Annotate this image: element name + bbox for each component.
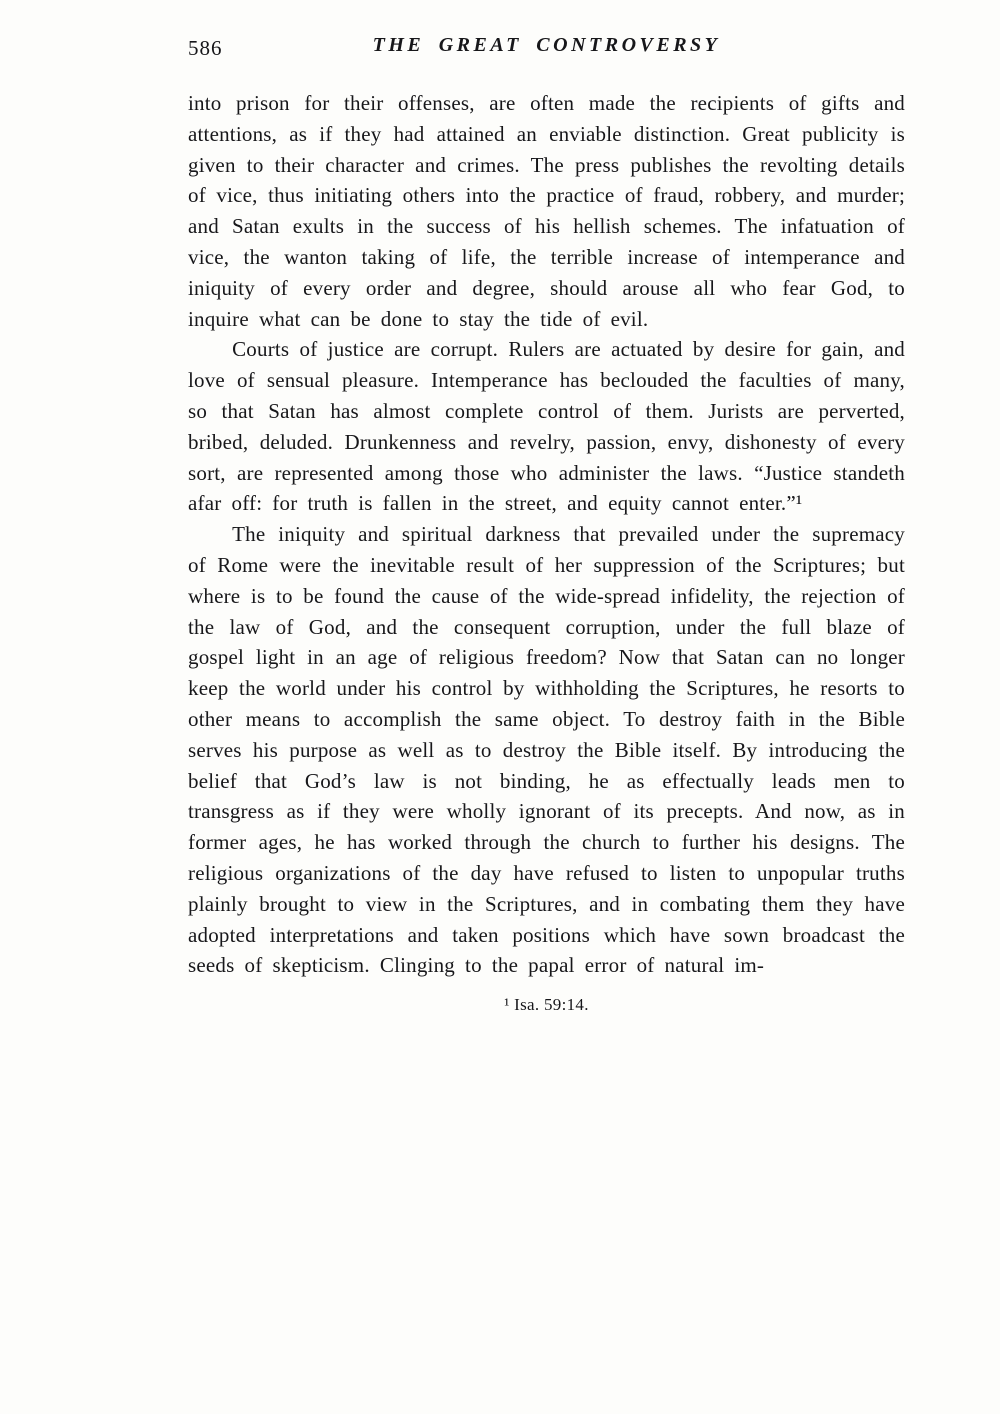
running-head [188,34,905,64]
paragraph: Courts of justice are corrupt. Rulers are actuated by desire for gain, and love of sensual pleasure. Intemperance has beclouded the faculties of many, so that Satan has almost complete control of them. Jurists are perverted, bribed, deluded. Drunkenness and revelry, passion, envy, dishonesty of every sort, are represented among those who administer the laws. “Justice standeth afar off: for truth is fallen in the street, and equity cannot enter.”¹ [188,337,905,516]
page-body [188,88,905,981]
page-number: 586 [188,36,223,60]
footnote-citation: ¹ Isa. 59:14. [504,995,589,1015]
paragraph: into prison for their offenses, are often made the recipients of gifts and attentions, as if they had attained an enviable distinction. Great publicity is given to their character and crimes. The press publishes the revolting details of vice, thus initiating others into the practice of fraud, robbery, and murder; and Satan exults in the success of his hellish schemes. The infatuation of vice, the wanton taking of life, the terrible increase of intemperance and iniquity of every order and degree, should arouse all who fear God, to inquire what can be done to stay the tide of evil. [188,91,905,331]
paragraph: The iniquity and spiritual darkness that prevailed under the supremacy of Rome were the inevitable result of her suppression of the Scriptures; but where is to be found the cause of the wide-spread infidelity, the rejection of the law of God, and the consequent corruption, under the full blaze of gospel light in an age of religious freedom? Now that Satan can no longer keep the world under his control by withholding the Scriptures, he resorts to other means to accomplish the same object. To destroy faith in the Bible serves his purpose as well as to destroy the Bible itself. By introducing the belief that God’s law is not binding, he as effectually leads men to transgress as if they were wholly ignorant of its precepts. And now, as in former ages, he has worked through the church to further his designs. The religious organizations of the day have refused to listen to unpopular truths plainly brought to view in the Scriptures, and in combating them they have adopted interpretations and taken positions which have sown broadcast the seeds of skepticism. Clinging to the papal error of natural im- [188,522,905,978]
chapter-running-title: THE GREAT CONTROVERSY [372,34,721,56]
